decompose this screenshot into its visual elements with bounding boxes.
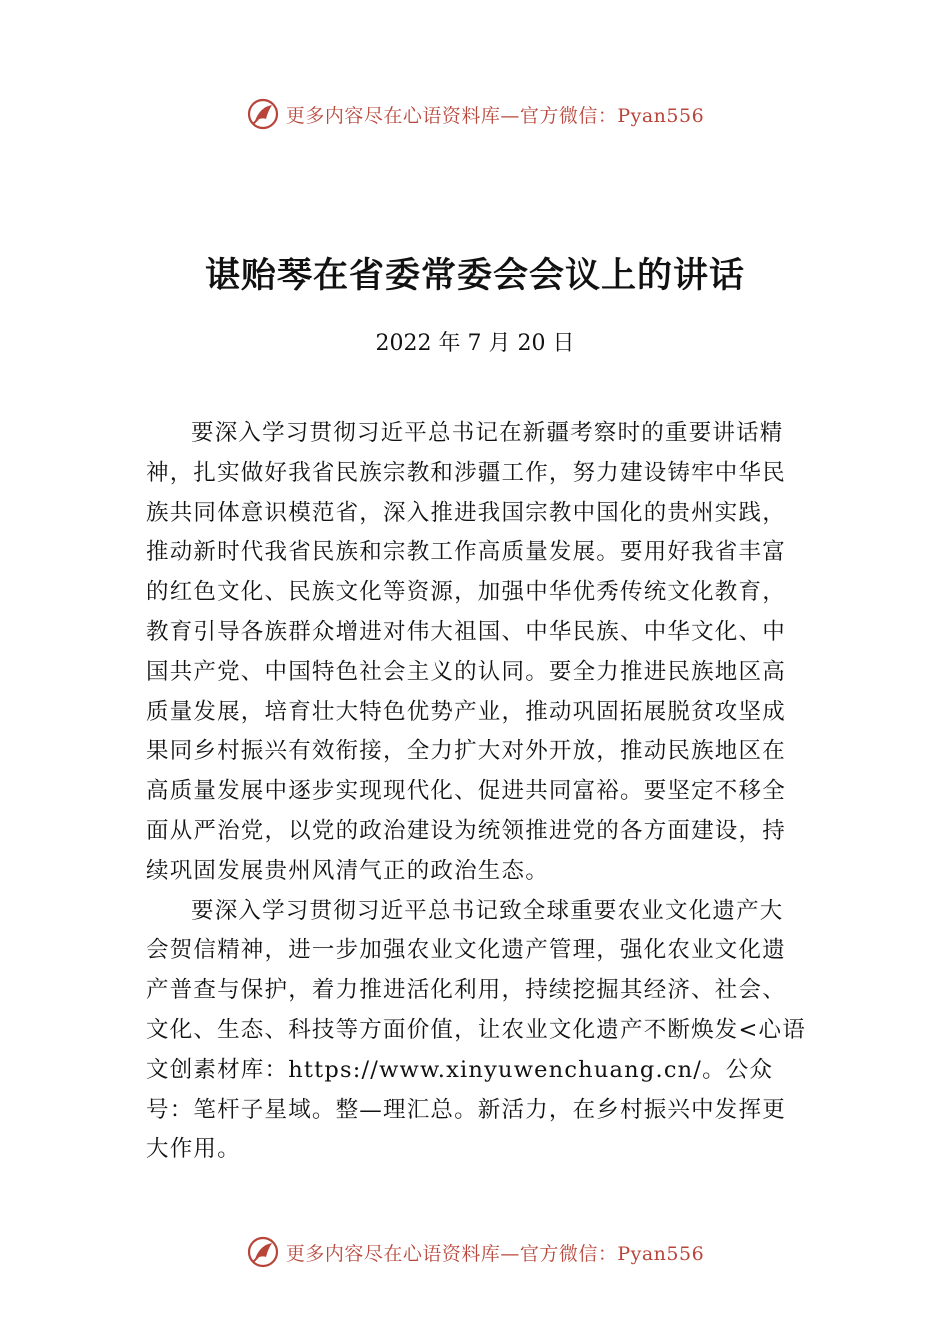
footer-watermark — [0, 1232, 950, 1272]
header-watermark — [0, 94, 950, 134]
document-body — [146, 414, 806, 1170]
logo-icon — [246, 97, 280, 131]
watermark-text: 更多内容尽在心语资料库—官方微信：Pyan556 — [285, 1242, 705, 1265]
paragraph-1: 要深入学习贯彻习近平总书记在新疆考察时的重要讲话精神，扎实做好我省民族宗教和涉疆工作，努力建设铸牢中华民族共同体意识模范省，深入推进我国宗教中国化的贵州实践，推动新时代我省民族和宗教工作高质量发展。要用好我省丰富的红色文化、民族文化等资源，加强中华优秀传统文化教育，教育引导各族群众增进对伟大祖国、中华民族、中华文化、中国共产党、中国特色社会主义的认同。要全力推进民族地区高质量发展，培育壮大特色优势产业，推动巩固拓展脱贫攻坚成果同乡村振兴有效衔接，全力扩大对外开放，推动民族地区在高质量发展中逐步实现现代化、促进共同富裕。要坚定不移全面从严治党，以党的政治建设为统领推进党的各方面建设，持续巩固发展贵州风清气正的政治生态。 — [146, 420, 786, 884]
document-title: 谌贻琴在省委常委会会议上的讲话 — [204, 255, 745, 296]
logo-icon — [246, 1235, 280, 1269]
document-date: 2022 年 7 月 20 日 — [375, 331, 575, 356]
watermark-text: 更多内容尽在心语资料库—官方微信：Pyan556 — [285, 104, 705, 127]
paragraph-2: 要深入学习贯彻习近平总书记致全球重要农业文化遗产大会贺信精神，进一步加强农业文化遗产管理，强化农业文化遗产普查与保护，着力推进活化利用，持续挖掘其经济、社会、文化、生态、科技等方面价值，让农业文化遗产不断焕发<心语文创素材库：https://www.xinyuwenchuang.cn/。公众号：笔杆子星域。整—理汇总。新活力，在乡村振兴中发挥更大作用。 — [146, 897, 806, 1163]
